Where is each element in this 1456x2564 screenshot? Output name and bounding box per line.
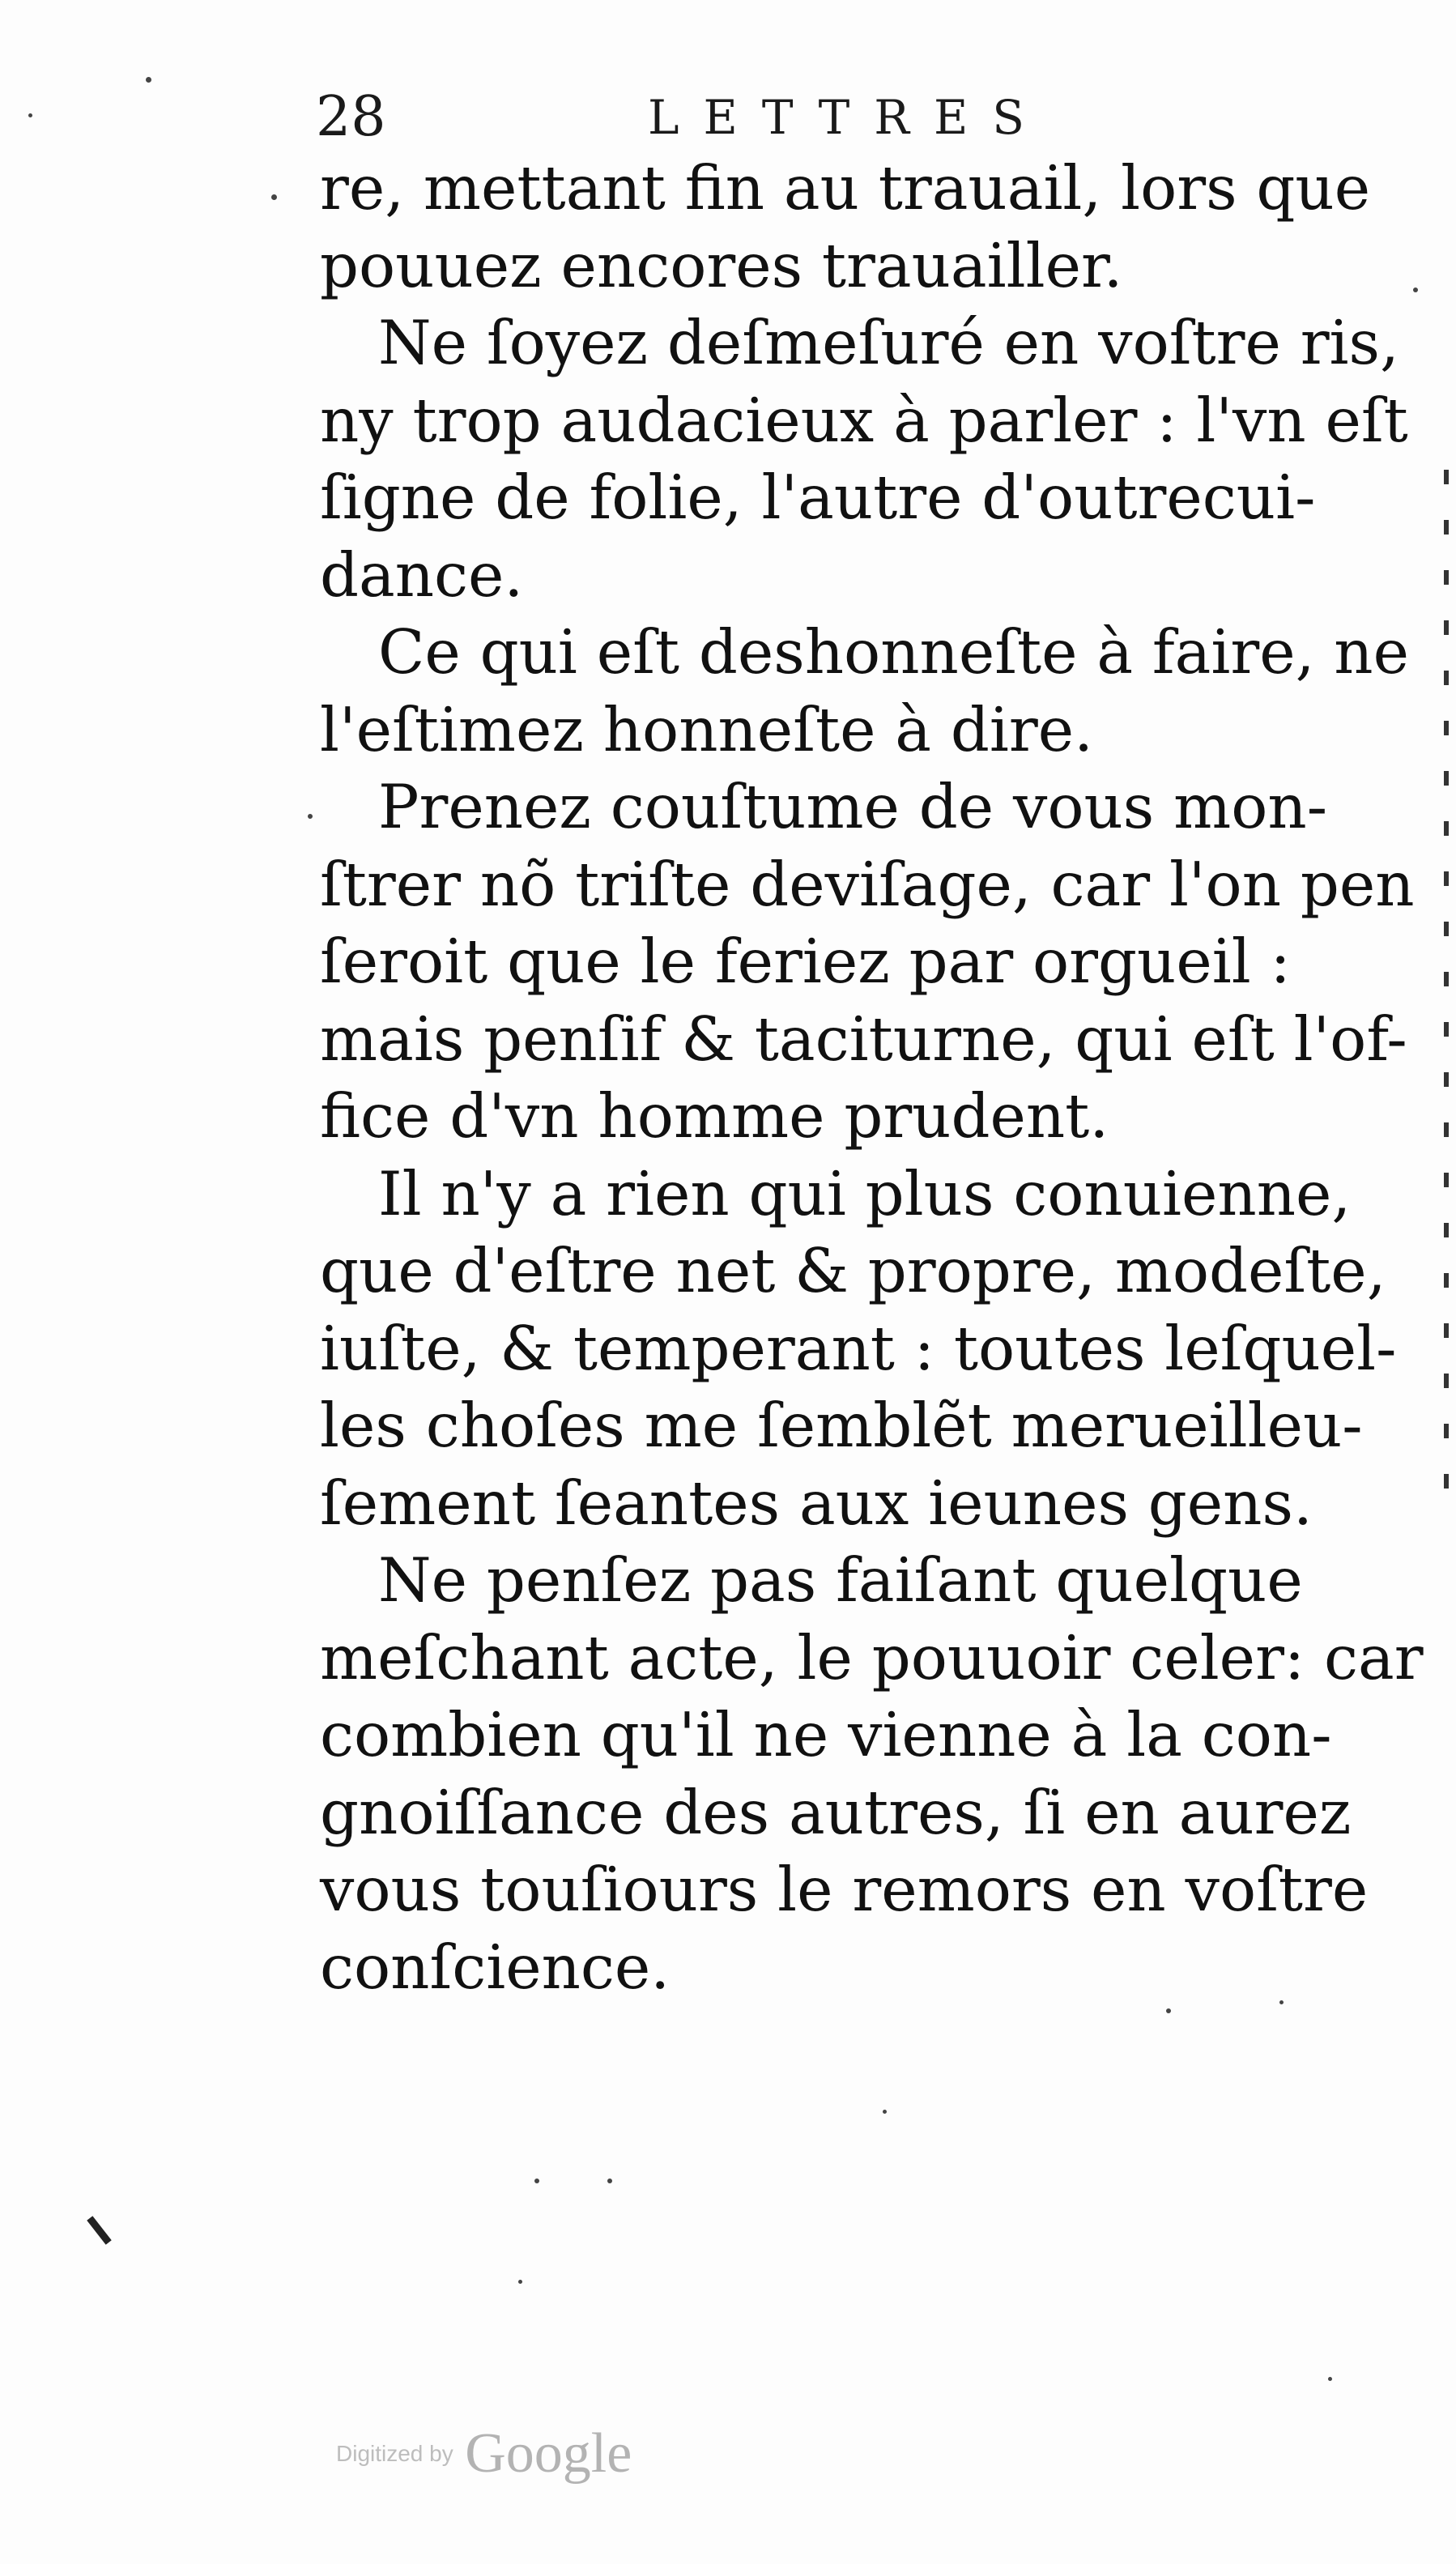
page-number: 28 bbox=[316, 85, 386, 149]
text-line: mais penſif & taciturne, qui eſt l'of- bbox=[320, 1003, 1407, 1075]
text-line: Ce qui eſt deshonneſte à faire, ne bbox=[378, 616, 1409, 688]
text-line: dance. bbox=[320, 539, 524, 611]
text-line: Ne penſez pas faiſant quelque bbox=[378, 1544, 1303, 1616]
ink-stroke bbox=[87, 2216, 111, 2244]
ink-speck bbox=[146, 77, 151, 83]
text-line: gnoiſſance des autres, ſi en aurez bbox=[320, 1776, 1352, 1848]
page-header bbox=[316, 77, 1385, 158]
text-line: meſchant acte, le pouuoir celer: car bbox=[320, 1621, 1424, 1693]
text-line: fice d'vn homme prudent. bbox=[320, 1080, 1109, 1152]
ink-speck bbox=[1166, 2008, 1171, 2013]
paragraph bbox=[320, 614, 1409, 769]
ink-speck bbox=[883, 2110, 887, 2114]
text-line: les choſes me ſemblẽt merueilleu- bbox=[320, 1390, 1363, 1461]
ink-speck bbox=[518, 2280, 522, 2284]
text-line: ſtrer nõ triſte deviſage, car l'on pen bbox=[320, 848, 1415, 920]
text-line: l'eſtimez honneſte à dire. bbox=[320, 693, 1093, 765]
text-line: ſigne de folie, l'autre d'outrecui- bbox=[320, 462, 1316, 533]
paragraph bbox=[320, 305, 1408, 614]
text-line: combien qu'il ne vienne à la con- bbox=[320, 1699, 1332, 1770]
digitization-watermark bbox=[336, 2421, 632, 2486]
running-head: LETTRES bbox=[648, 90, 1049, 145]
text-line: conſcience. bbox=[320, 1931, 671, 2003]
paragraph bbox=[320, 1542, 1424, 2006]
text-line: pouuez encores trauailler. bbox=[320, 229, 1123, 301]
ink-speck bbox=[534, 2179, 539, 2183]
ink-speck bbox=[607, 2179, 612, 2183]
ink-speck bbox=[308, 814, 313, 819]
text-line: ſeroit que le feriez par orgueil : bbox=[320, 926, 1291, 997]
google-logo: Google bbox=[465, 2422, 632, 2485]
paragraph bbox=[320, 769, 1415, 1156]
ink-speck bbox=[28, 113, 32, 117]
text-line: vous touſiours le remors en voſtre bbox=[320, 1854, 1369, 1925]
ink-speck bbox=[1328, 2377, 1332, 2381]
text-line: Ne ſoyez deſmeſuré en voſtre ris, bbox=[378, 307, 1399, 378]
ink-speck bbox=[1413, 287, 1418, 292]
ink-speck bbox=[271, 194, 277, 200]
ink-speck bbox=[1279, 2000, 1284, 2004]
text-line: iuſte, & temperant : toutes leſquel- bbox=[320, 1312, 1397, 1384]
watermark-prefix: Digitized by bbox=[336, 2441, 453, 2466]
text-line: Il n'y a rien qui plus conuienne, bbox=[378, 1157, 1352, 1229]
paragraph bbox=[320, 1156, 1397, 1543]
text-line: ſement ſeantes aux ieunes gens. bbox=[320, 1467, 1313, 1539]
text-line: re, mettant fin au trauail, lors que bbox=[320, 152, 1371, 224]
text-line: que d'eſtre net & propre, modeſte, bbox=[320, 1235, 1386, 1306]
paragraph bbox=[320, 150, 1371, 305]
text-line: Prenez couſtume de vous mon- bbox=[378, 771, 1328, 842]
body-text bbox=[320, 150, 1424, 2006]
text-line: ny trop audacieux à parler : l'vn eſt bbox=[320, 384, 1408, 456]
binding-edge-marks bbox=[1444, 470, 1449, 1506]
